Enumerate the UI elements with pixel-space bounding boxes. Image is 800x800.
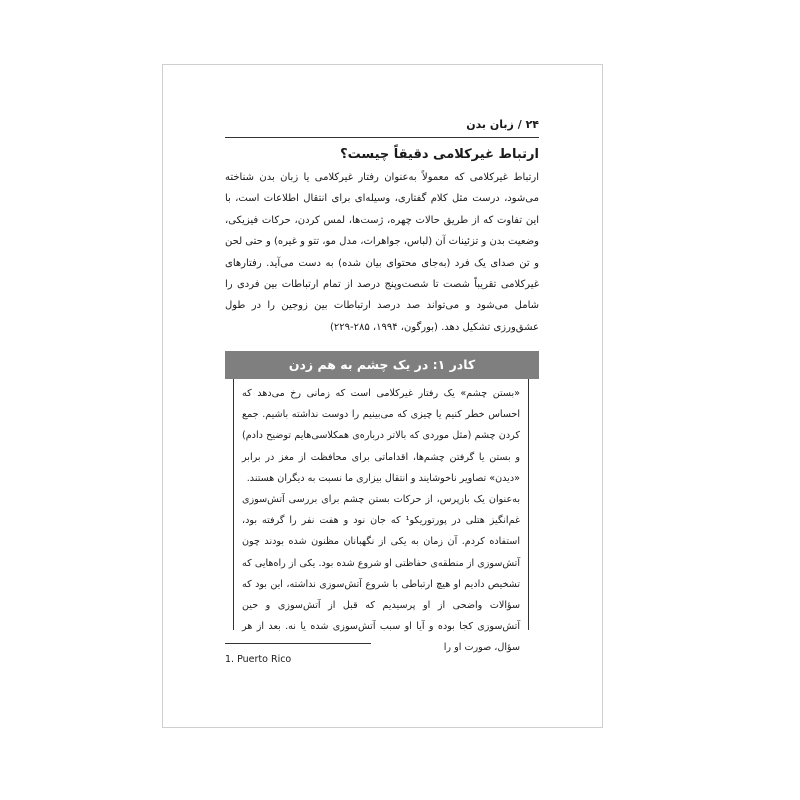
section-title: ارتباط غیرکلامی دقیقاً چیست؟ <box>340 147 539 162</box>
body-paragraph: ارتباط غیرکلامی که معمولاً به‌عنوان رفتار غیرکلامی یا زبان بدن شناخته می‌شود، درست مثل کلام گفتاری، وسیله‌ای برای انتقال اطلاعات است، با این تفاوت که از طریق حالات چهره، ژست‌ها، لمس کردن، حرکات فیزیکی، وضعیت بدن و تزئینات آن (لباس، جواهرات، مدل مو، تتو و غیره) و حتی لحن و تن صدای یک فرد (به‌جای محتوای بیان شده) به دست می‌آید. رفتارهای غیرکلامی تقریباً شصت تا شصت‌وپنج درصد از تمام ارتباطات بین فردی را شامل می‌شود و می‌تواند صد درصد ارتباطات بین زوجین را در طول عشق‌ورزی تشکیل دهد. (بورگون، ۱۹۹۴، ۲۸۵-۲۲۹) <box>225 172 539 333</box>
book-page <box>162 64 603 728</box>
box-paragraph-2: به‌عنوان یک بازپرس، از حرکات بستن چشم برای بررسی آتش‌سوزی غم‌انگیز هتلی در پورتوریکو¹ که جان نود و هفت نفر را گرفته بود، استفاده کردم. آن زمان به یکی از نگهبانان مظنون شده بودند چون آتش‌سوزی از منطقه‌ی حفاظتی او شروع شده بود. یکی از راه‌هایی که تشخیص دادیم او هیچ ارتباطی با شروع آتش‌سوزی نداشته، این بود که سؤالات واضحی از او پرسیدیم که قبل از آتش‌سوزی و حین آتش‌سوزی کجا بوده و آیا او سبب آتش‌سوزی شده یا نه. بعد از هر سؤال، صورت او را <box>242 494 520 654</box>
running-head: ۲۴ / زبان بدن <box>225 117 539 138</box>
footnote-divider <box>225 643 371 644</box>
box-title: کادر ۱: در یک چشم به هم زدن <box>225 351 539 379</box>
sidebar-box <box>225 351 539 654</box>
box-body <box>233 379 529 654</box>
footnote: 1. Puerto Rico <box>225 654 292 665</box>
box-paragraph-1: «بستن چشم» یک رفتار غیرکلامی است که زمانی رخ می‌دهد که احساس خطر کنیم یا چیزی که می‌بینیم را دوست نداشته باشیم. جمع کردن چشم (مثل موردی که بالاتر درباره‌ی همکلاسی‌هایم توضیح دادم) و بستن یا گرفتن چشم‌ها، اقداماتی برای محافظت از مغز در برابر «دیدن» تصاویر ناخوشایند و انتقال بیزاری ما نسبت به دیگران هستند. <box>242 388 520 484</box>
